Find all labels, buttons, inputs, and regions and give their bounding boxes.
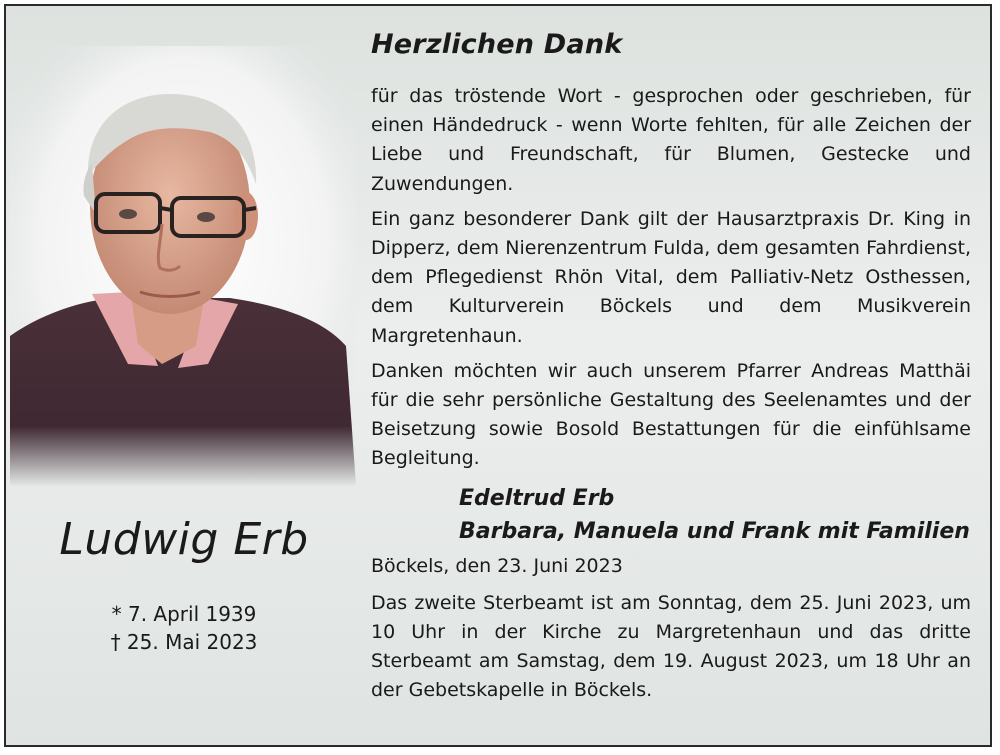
thanks-paragraph: Ein ganz besonderer Dank gilt der Hausarztpraxis Dr. King in Dipperz, dem Nierenzentrum Fulda, dem gesamten Fahrdienst, dem Pflegedienst Rhön Vital, dem Palliativ-Netz Osthessen, dem Kulturverein Böckels und dem Musikverein Margretenhaun. [371,207,971,347]
mass-info: Das zweite Sterbeamt ist am Sonntag, dem 25. Juni 2023, um 10 Uhr in der Kirche zu Margretenhaun und das dritte Sterbeamt am Samstag, dem 19. August 2023, um 18 Uhr an der Gebetskapelle in Böckels. [371,591,971,702]
birth-date: * 7. April 1939 [111,602,257,626]
thanks-paragraph: Danken möchten wir auch unserem Pfarrer Andreas Matthäi für die sehr persönliche Gestaltung des Seelenamtes und der Beisetzung sowie Bosold Bestattungen für die einfühlsame Begleitung. [371,359,971,470]
thanks-text [371,28,971,706]
signer-name: Edeltrud Erb [459,485,615,511]
signers [459,482,971,548]
obituary-card [4,4,992,747]
portrait-photo [10,46,356,486]
place-date: Böckels, den 23. Juni 2023 [371,554,623,577]
thanks-paragraph: für das tröstende Wort - gesprochen oder geschrieben, für einen Händedruck - wenn Worte fehlten, für alle Zeichen der Liebe und Freundschaft, für Blumen, Gestecke und Zuwendungen. [371,85,971,195]
notice-heading: Herzlichen Dank [371,29,623,60]
deceased-name: Ludwig Erb [59,514,309,565]
death-date: † 25. Mai 2023 [110,630,258,654]
signer-name: Barbara, Manuela und Frank mit Familien [459,518,970,544]
life-dates [6,600,362,656]
